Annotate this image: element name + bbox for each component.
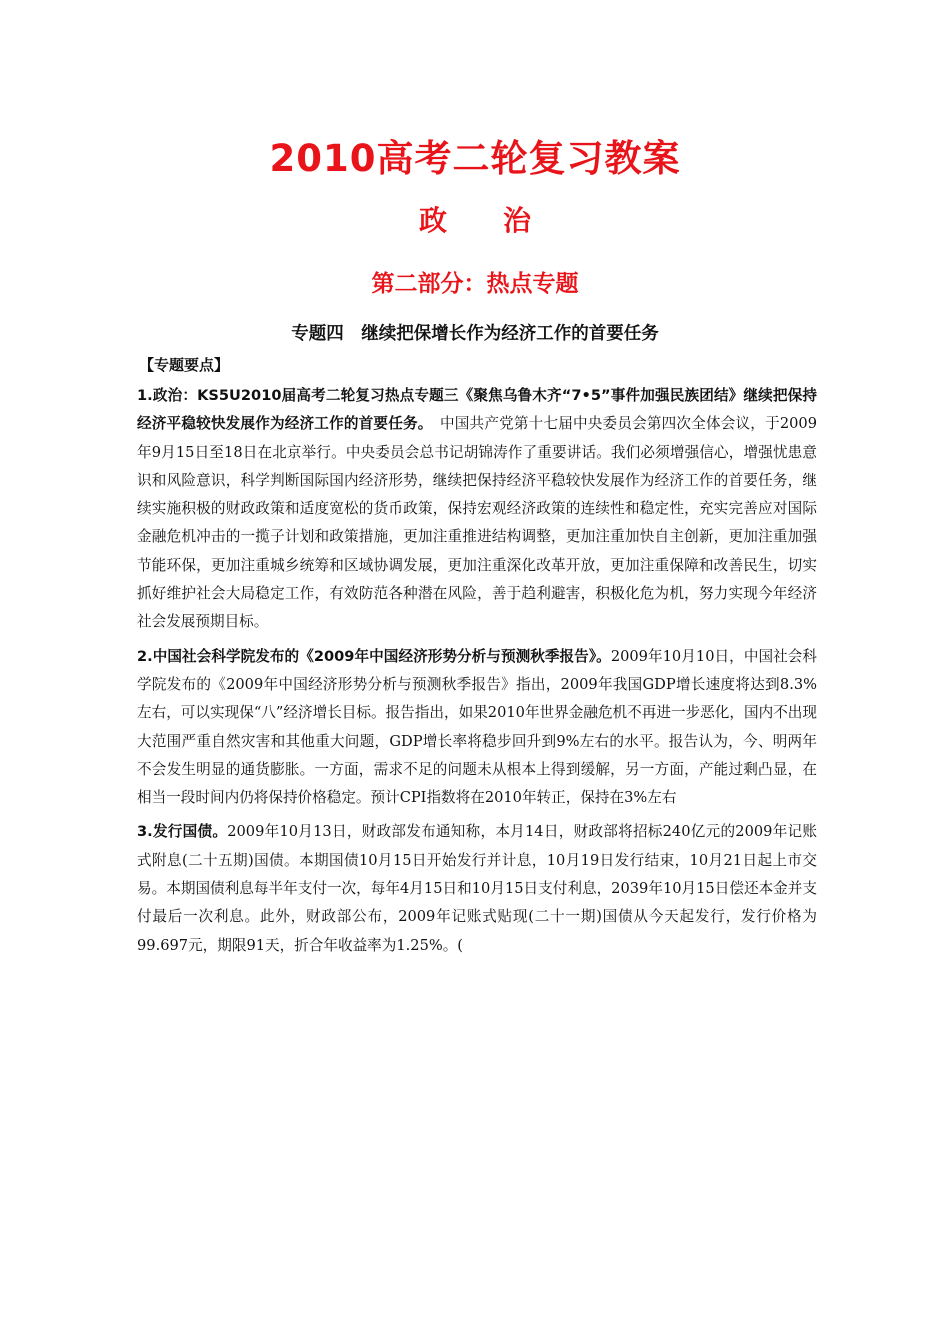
subject-char-2: 治 xyxy=(503,204,532,237)
section-heading: 【专题要点】 xyxy=(139,356,230,374)
topic-title: 专题四 继续把保增长作为经济工作的首要任务 xyxy=(291,324,659,344)
paragraph-2 xyxy=(137,643,817,813)
paragraph-1-heading: 1.政治：KS5U2010届高考二轮复习热点专题三《聚焦乌鲁木齐“7•5”事件加强民族团结》继续把保持经济平稳较快发展作为经济工作的首要任务。 xyxy=(137,387,817,433)
paragraph-2-text: 2009年10月10日，中国社会科学院发布的《2009年中国经济形势分析与预测秋季报告》指出，2009年我国GDP增长速度将达到8.3%左右，可以实现保“八”经济增长目标。报告指出，如果2010年世界金融危机不再进一步恶化，国内不出现大范围严重自然灾害和其他重大问题，GDP增长率将稳步回升到9%左右的水平。报告认为，今、明两年不会发生明显的通货膨胀。一方面，需求不足的问题未从根本上得到缓解，另一方面，产能过剩凸显，在相当一段时间内仍将保持价格稳定。预计CPI指数将在2010年转正，保持在3%左右 xyxy=(137,647,817,807)
document-body xyxy=(137,382,817,966)
subject-char-1: 政 xyxy=(418,204,447,237)
subject-title xyxy=(0,199,950,239)
part-title: 第二部分：热点专题 xyxy=(371,271,579,297)
paragraph-3-heading: 3.发行国债。 xyxy=(137,823,228,841)
paragraph-3-text: 2009年10月13日，财政部发布通知称，本月14日，财政部将招标240亿元的2009年记账式附息(二十五期)国债。本期国债10月15日开始发行并计息，10月19日发行结束，10月21日起上市交易。本期国债利息每半年支付一次，每年4月15日和10月15日支付利息，2039年10月15日偿还本金并支付最后一次利息。此外，财政部公布，2009年记账式贴现(二十一期)国债从今天起发行，发行价格为99.697元，期限91天，折合年收益率为1.25%。( xyxy=(137,823,817,954)
paragraph-3 xyxy=(137,818,817,959)
paragraph-2-heading: 2.中国社会科学院发布的《2009年中国经济形势分析与预测秋季报告》。 xyxy=(137,647,611,665)
paragraph-1 xyxy=(137,382,817,637)
paragraph-1-text: 中国共产党第十七届中央委员会第四次全体会议，于2009年9月15日至18日在北京举行。中央委员会总书记胡锦涛作了重要讲话。我们必须增强信心，增强忧患意识和风险意识，科学判断国际国内经济形势，继续把保持经济平稳较快发展作为经济工作的首要任务，继续实施积极的财政政策和适度宽松的货币政策，保持宏观经济政策的连续性和稳定性，充实完善应对国际金融危机冲击的一揽子计划和政策措施，更加注重推进结构调整，更加注重加快自主创新，更加注重加强节能环保，更加注重城乡统筹和区域协调发展，更加注重深化改革开放，更加注重保障和改善民生，切实抓好维护社会大局稳定工作，有效防范各种潜在风险，善于趋利避害，积极化危为机，努力实现今年经济社会发展预期目标。 xyxy=(137,415,817,631)
document-title: 2010高考二轮复习教案 xyxy=(269,137,681,180)
